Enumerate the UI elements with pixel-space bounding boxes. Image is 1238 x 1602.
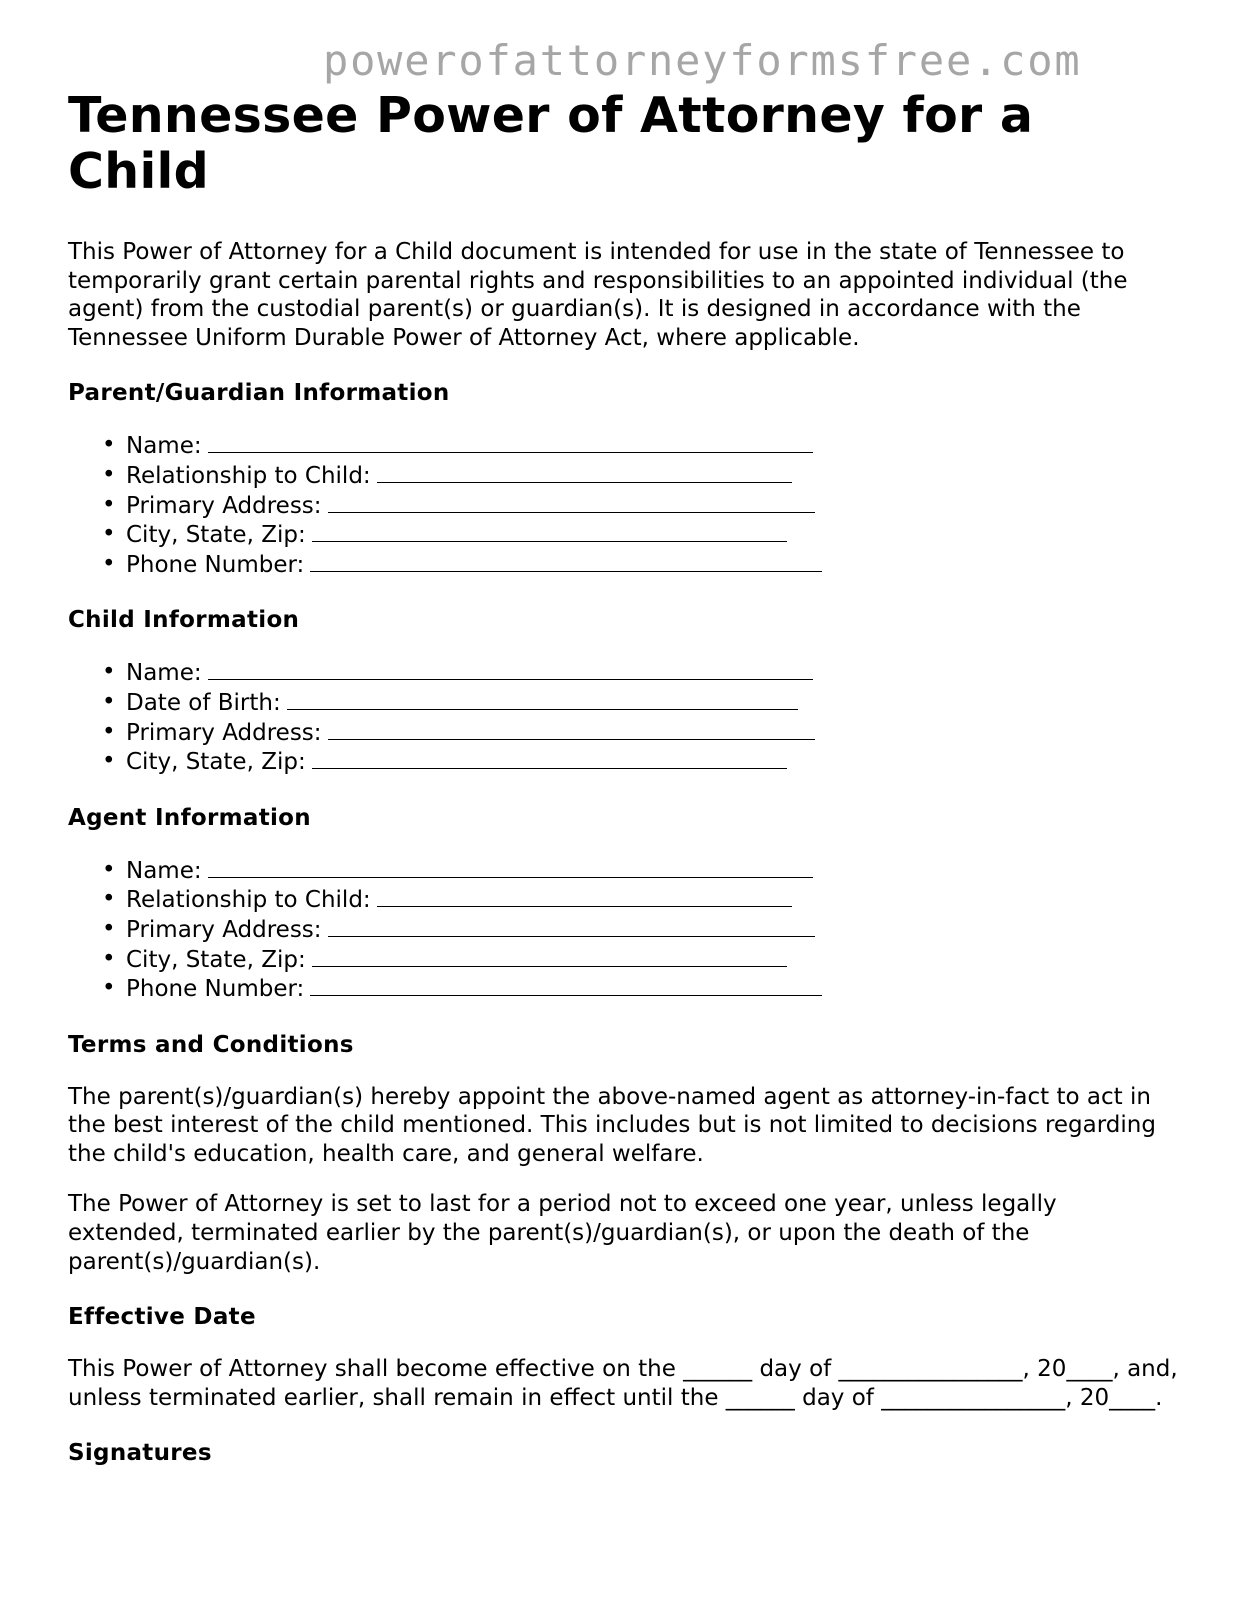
bullet-icon: • bbox=[102, 856, 116, 883]
document-body bbox=[68, 88, 1178, 1491]
field-label: Date of Birth: bbox=[126, 689, 281, 716]
field-label: City, State, Zip: bbox=[126, 749, 306, 776]
agent-address-field[interactable] bbox=[102, 915, 1178, 945]
field-label: Phone Number: bbox=[126, 976, 305, 1003]
field-label: Phone Number: bbox=[126, 551, 305, 578]
fill-in-line[interactable] bbox=[312, 945, 787, 967]
field-label: Relationship to Child: bbox=[126, 462, 371, 489]
watermark: powerofattorneyformsfree.com bbox=[323, 36, 1082, 85]
parent-phone-field[interactable] bbox=[102, 550, 1178, 580]
agent-relationship-field[interactable] bbox=[102, 885, 1178, 915]
bullet-icon: • bbox=[102, 945, 116, 972]
terms-heading: Terms and Conditions bbox=[68, 1031, 354, 1058]
bullet-icon: • bbox=[102, 748, 116, 775]
bullet-icon: • bbox=[102, 521, 116, 548]
signatures-heading: Signatures bbox=[68, 1440, 212, 1467]
fill-in-line[interactable] bbox=[208, 658, 813, 680]
parent-fields-list bbox=[68, 431, 1178, 579]
fill-in-line[interactable] bbox=[287, 688, 798, 710]
child-section-heading: Child Information bbox=[68, 607, 300, 634]
parent-address-field[interactable] bbox=[102, 491, 1178, 521]
agent-name-field[interactable] bbox=[102, 856, 1178, 886]
bullet-icon: • bbox=[102, 659, 116, 686]
field-label: Relationship to Child: bbox=[126, 887, 371, 914]
parent-relationship-field[interactable] bbox=[102, 461, 1178, 491]
bullet-icon: • bbox=[102, 550, 116, 577]
fill-in-line[interactable] bbox=[208, 856, 813, 878]
field-label: Primary Address: bbox=[126, 916, 322, 943]
child-address-field[interactable] bbox=[102, 718, 1178, 748]
fill-in-line[interactable] bbox=[328, 491, 815, 513]
parent-name-field[interactable] bbox=[102, 431, 1178, 461]
agent-fields-list bbox=[68, 856, 1178, 1004]
fill-in-line[interactable] bbox=[312, 520, 787, 542]
bullet-icon: • bbox=[102, 975, 116, 1002]
field-label: Primary Address: bbox=[126, 719, 322, 746]
bullet-icon: • bbox=[102, 688, 116, 715]
fill-in-line[interactable] bbox=[328, 718, 815, 740]
document-title: Tennessee Power of Attorney for a Child bbox=[68, 87, 1034, 200]
child-dob-field[interactable] bbox=[102, 688, 1178, 718]
parent-city-field[interactable] bbox=[102, 520, 1178, 550]
child-fields-list bbox=[68, 658, 1178, 776]
fill-in-line[interactable] bbox=[310, 550, 822, 572]
effective-date-paragraph: This Power of Attorney shall become effective on the ______ day of ________________, 20____, and, unless terminated earlier, shall remain in effect until the ______ day of ________________, 20____. bbox=[68, 1356, 1178, 1411]
bullet-icon: • bbox=[102, 491, 116, 518]
field-label: Name: bbox=[126, 433, 202, 460]
field-label: Name: bbox=[126, 857, 202, 884]
agent-phone-field[interactable] bbox=[102, 974, 1178, 1004]
field-label: Primary Address: bbox=[126, 492, 322, 519]
child-city-field[interactable] bbox=[102, 747, 1178, 777]
bullet-icon: • bbox=[102, 886, 116, 913]
agent-city-field[interactable] bbox=[102, 945, 1178, 975]
field-label: City, State, Zip: bbox=[126, 946, 306, 973]
terms-paragraph-2: The Power of Attorney is set to last for a period not to exceed one year, unless legally extended, terminated earlier by the parent(s)/guardian(s), or upon the death of the parent(s)/guardian(s). bbox=[68, 1191, 1057, 1275]
field-label: City, State, Zip: bbox=[126, 522, 306, 549]
agent-section-heading: Agent Information bbox=[68, 804, 311, 831]
effective-date-heading: Effective Date bbox=[68, 1304, 256, 1331]
intro-paragraph: This Power of Attorney for a Child document is intended for use in the state of Tennessee to temporarily grant certain parental rights and responsibilities to an appointed individual (the agent) from the custodial parent(s) or guardian(s). It is designed in accordance with the Tennessee Uniform Durable Power of Attorney Act, where applicable. bbox=[68, 239, 1128, 351]
fill-in-line[interactable] bbox=[310, 974, 822, 996]
fill-in-line[interactable] bbox=[328, 915, 815, 937]
parent-section-heading: Parent/Guardian Information bbox=[68, 380, 450, 407]
bullet-icon: • bbox=[102, 915, 116, 942]
child-name-field[interactable] bbox=[102, 658, 1178, 688]
terms-paragraph-1: The parent(s)/guardian(s) hereby appoint the above-named agent as attorney-in-fact to act in the best interest of the child mentioned. This includes but is not limited to decisions regarding the child's education, health care, and general welfare. bbox=[68, 1083, 1156, 1167]
fill-in-line[interactable] bbox=[377, 461, 792, 483]
bullet-icon: • bbox=[102, 461, 116, 488]
fill-in-line[interactable] bbox=[208, 431, 813, 453]
fill-in-line[interactable] bbox=[377, 885, 792, 907]
fill-in-line[interactable] bbox=[312, 747, 787, 769]
field-label: Name: bbox=[126, 660, 202, 687]
bullet-icon: • bbox=[102, 432, 116, 459]
bullet-icon: • bbox=[102, 718, 116, 745]
